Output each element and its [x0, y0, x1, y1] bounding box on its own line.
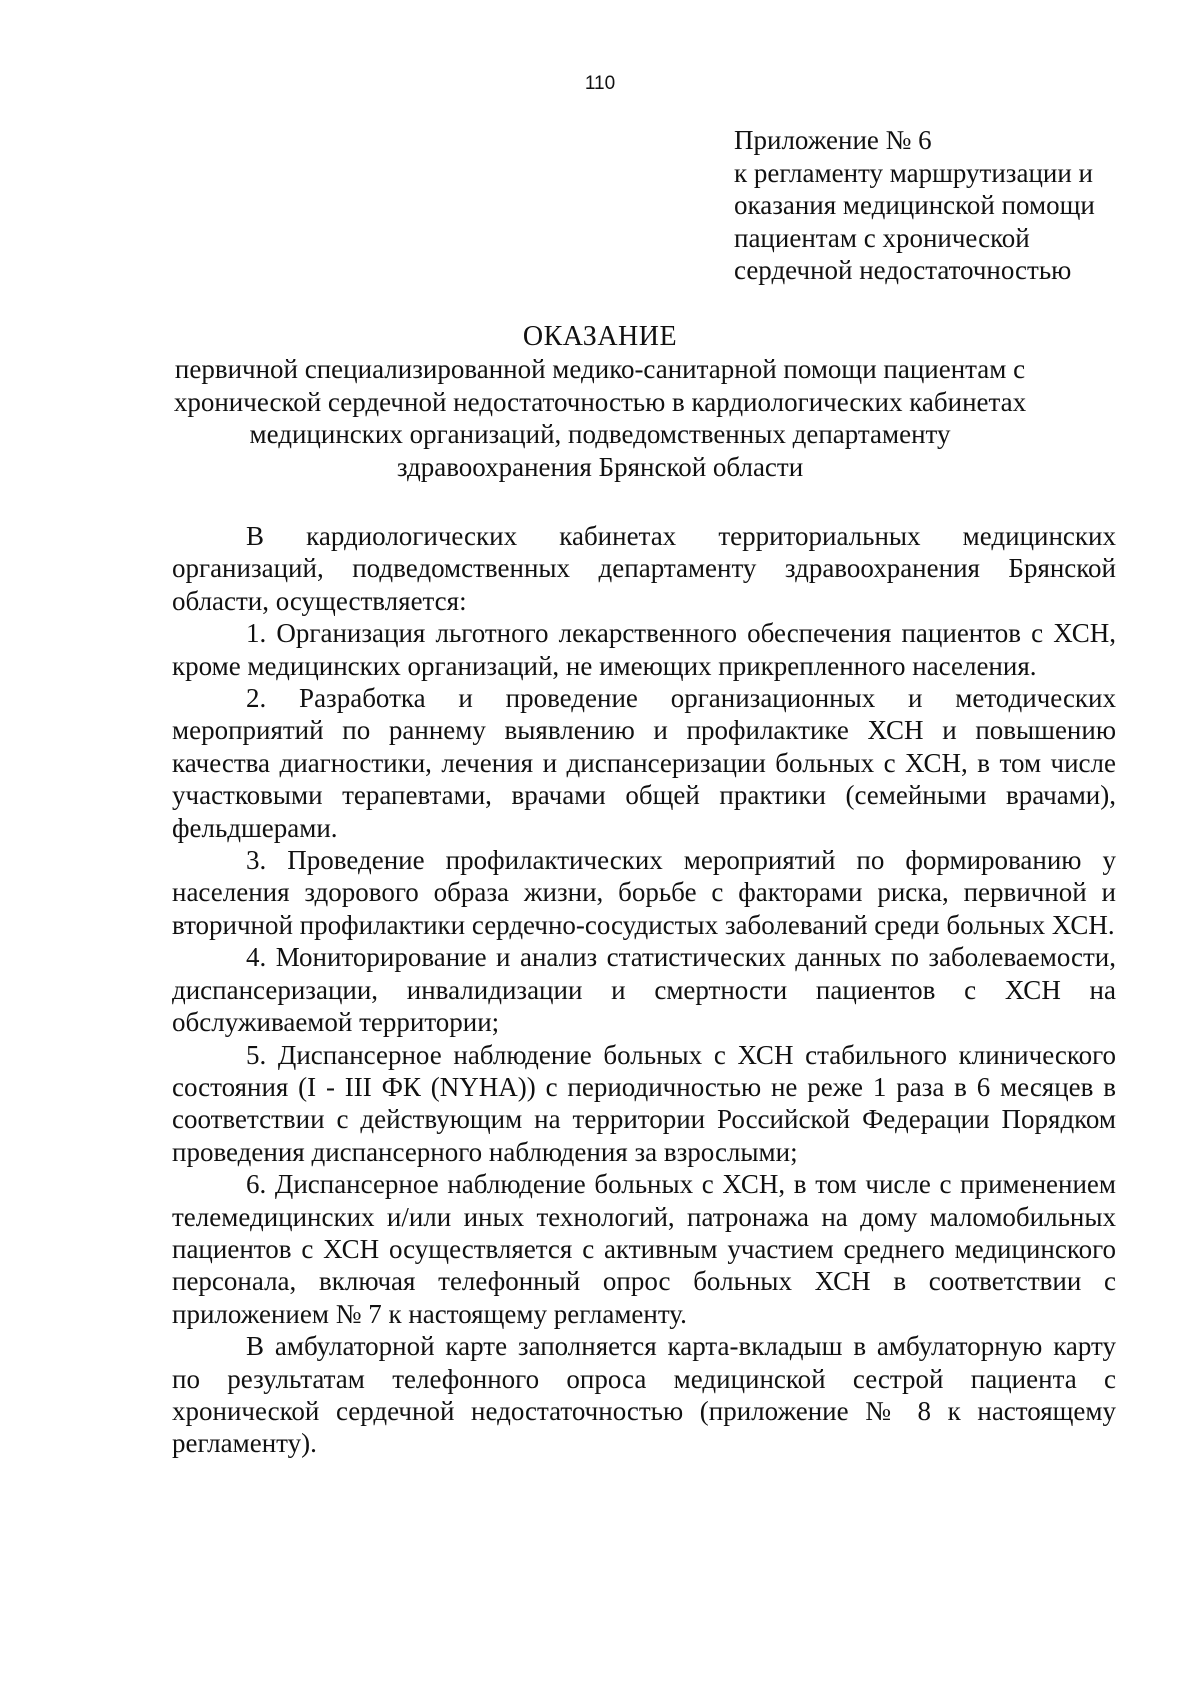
- appendix-line: оказания медицинской помощи: [734, 190, 1095, 220]
- paragraph-item-1: 1. Организация льготного лекарственного обеспечения пациентов с ХСН, кроме медицинских организаций, не имеющих прикрепленного населения.: [172, 618, 1116, 681]
- title-subtitle: [150, 353, 1050, 483]
- appendix-line: Приложение № 6: [734, 125, 932, 155]
- page-number: 110: [584, 73, 616, 94]
- appendix-line: сердечной недостаточностью: [734, 255, 1072, 285]
- paragraph-item-2: 2. Разработка и проведение организационных и методических мероприятий по раннему выявлению и профилактике ХСН и повышению качества диагностики, лечения и диспансеризации больных с ХСН, в том числе участковыми терапевтами, врачами общей практики (семейными врачами), фельдшерами.: [172, 683, 1116, 843]
- document-body: [172, 520, 1116, 1460]
- document-title: [150, 320, 1050, 483]
- appendix-line: пациентам с хронической: [734, 222, 1030, 253]
- subtitle-line: медицинских организаций, подведомственных департаменту: [249, 419, 951, 449]
- appendix-line: к регламенту маршрутизации и: [734, 157, 1093, 188]
- subtitle-line: хронической сердечной недостаточностью в кардиологических кабинетах: [173, 386, 1027, 417]
- paragraph-item-5: 5. Диспансерное наблюдение больных с ХСН стабильного клинического состояния (I - III ФК (NYHA)) с периодичностью не реже 1 раза в 6 месяцев в соответствии с действующим на территории Российской Федерации Порядком проведения диспансерного наблюдения за взрослыми;: [172, 1039, 1116, 1167]
- subtitle-line: здравоохранения Брянской области: [396, 451, 804, 482]
- appendix-reference: [734, 124, 1174, 287]
- paragraph-item-4: 4. Мониторирование и анализ статистических данных по заболеваемости, диспансеризации, инвалидизации и смертности пациентов с ХСН на обслуживаемой территории;: [172, 942, 1116, 1038]
- subtitle-line: первичной специализированной медико-санитарной помощи пациентам с: [174, 354, 1026, 384]
- paragraph-closing: В амбулаторной карте заполняется карта-вкладыш в амбулаторную карту по результатам телефонного опроса медицинской сестрой пациента с хронической сердечной недостаточностью (приложение № 8 к настоящему регламенту).: [172, 1331, 1116, 1459]
- paragraph-item-6: 6. Диспансерное наблюдение больных с ХСН, в том числе с применением телемедицинских и/или иных технологий, патронажа на дому маломобильных пациентов с ХСН осуществляется с активным участием среднего медицинского персонала, включая телефонный опрос больных ХСН в соответствии с приложением № 7 к настоящему регламенту.: [172, 1169, 1116, 1329]
- paragraph-item-3: 3. Проведение профилактических мероприятий по формированию у населения здорового образа жизни, борьбе с факторами риска, первичной и вторичной профилактики сердечно-сосудистых заболеваний среди больных ХСН.: [172, 845, 1116, 940]
- title-main: ОКАЗАНИЕ: [522, 321, 678, 352]
- paragraph-intro: В кардиологических кабинетах территориальных медицинских организаций, подведомственных департаменту здравоохранения Брянской области, осуществляется:: [172, 521, 1116, 616]
